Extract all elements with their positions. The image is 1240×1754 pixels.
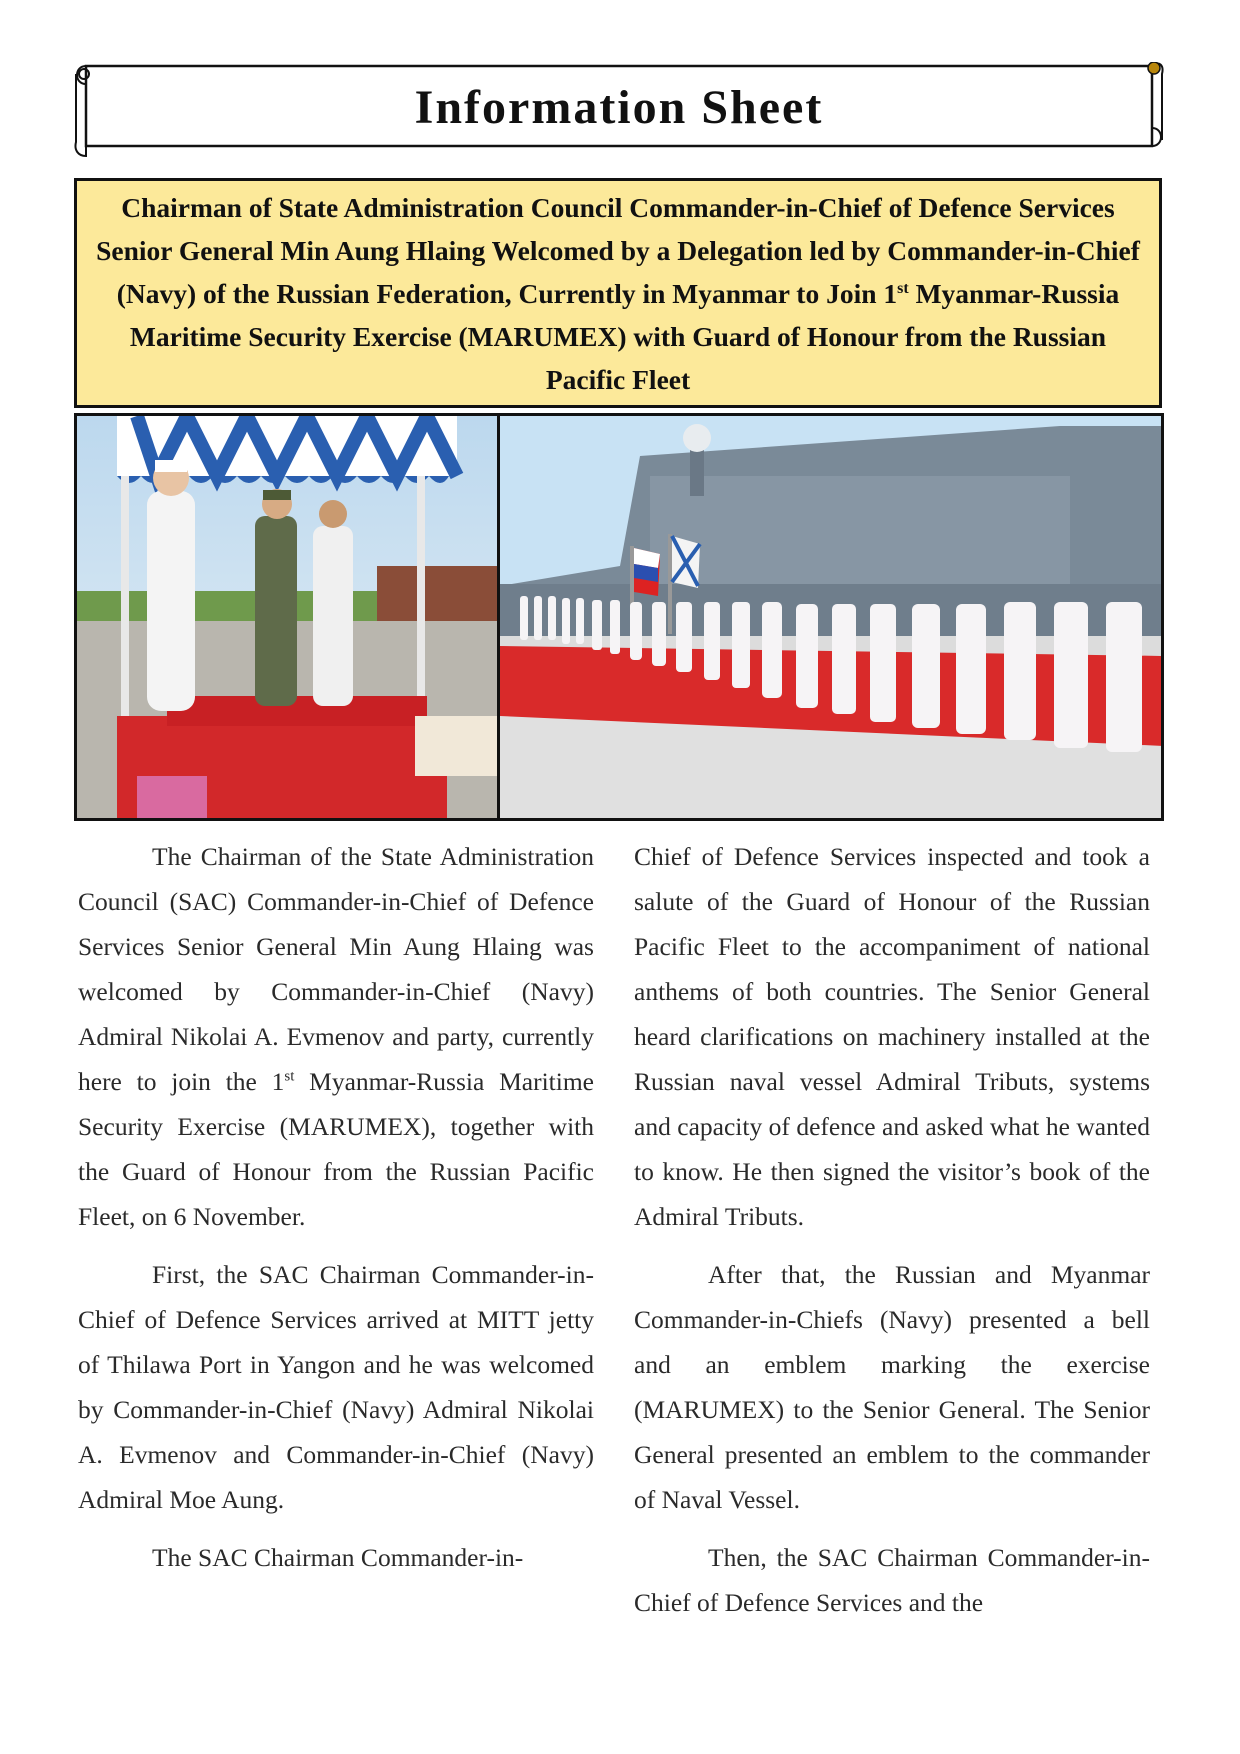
- headline-box: [74, 178, 1162, 408]
- paragraph-1-text-b: Myanmar-Russia Maritime Security Exercise (MARUMEX), together with the Guard of Honour from the Russian Pacific Fleet, on 6 November.: [78, 1067, 594, 1231]
- headline-text: [95, 186, 1141, 401]
- title-banner: [74, 62, 1164, 158]
- salute-photo-illustration: [77, 416, 497, 818]
- article-column-right: [634, 834, 1150, 1638]
- headline-part2: Myanmar-Russia Maritime Security Exercise (MARUMEX) with Guard of Honour from the Russian Pacific Fleet: [129, 277, 1120, 395]
- article-column-left: [78, 834, 594, 1593]
- paragraph-3-start: The SAC Chairman Commander-in-: [152, 1543, 524, 1572]
- paragraph-1: [78, 834, 594, 1239]
- paragraph-1-text-a: The Chairman of the State Administration Council (SAC) Commander-in-Chief of Defence Services Senior General Min Aung Hlaing was welcomed by Commander-in-Chief (Navy) Admiral Nikolai A. Evmenov and party, currently here to join the 1: [78, 842, 594, 1096]
- photo-strip: [74, 413, 1164, 821]
- guard-photo-illustration: [500, 416, 1161, 818]
- paragraph-3-continued: Chief of Defence Services inspected and took a salute of the Guard of Honour of the Russian Pacific Fleet to the accompaniment of national anthems of both countries. The Senior General heard clarifications on machinery installed at the Russian naval vessel Admiral Tributs, systems and capacity of defence and asked what he wanted to know. He then signed the visitor’s book of the Admiral Tributs.: [634, 842, 1150, 1231]
- page-title: Information Sheet: [414, 81, 824, 134]
- paragraph-4: After that, the Russian and Myanmar Commander-in-Chiefs (Navy) presented a bell and an emblem marking the exercise (MARUMEX) to the Senior General. The Senior General presented an emblem to the commander of Naval Vessel.: [634, 1260, 1150, 1514]
- headline-ordinal: st: [897, 279, 909, 297]
- paragraph-1-ordinal: st: [284, 1068, 295, 1085]
- paragraph-2: First, the SAC Chairman Commander-in-Chief of Defence Services arrived at MITT jetty of Thilawa Port in Yangon and he was welcomed by Commander-in-Chief (Navy) Admiral Nikolai A. Evmenov and Commander-in-Chief (Navy) Admiral Moe Aung.: [78, 1260, 594, 1514]
- paragraph-5: Then, the SAC Chairman Commander-in-Chief of Defence Services and the: [634, 1543, 1150, 1617]
- photo-salute: [77, 416, 500, 818]
- photo-guard-of-honour: [500, 416, 1161, 818]
- headline-part1: Chairman of State Administration Council Commander-in-Chief of Defence Services Senior General Min Aung Hlaing Welcomed by a Delegation led by Commander-in-Chief (Navy) of the Russian Federation, Currently in Myanmar to Join 1: [96, 191, 1140, 309]
